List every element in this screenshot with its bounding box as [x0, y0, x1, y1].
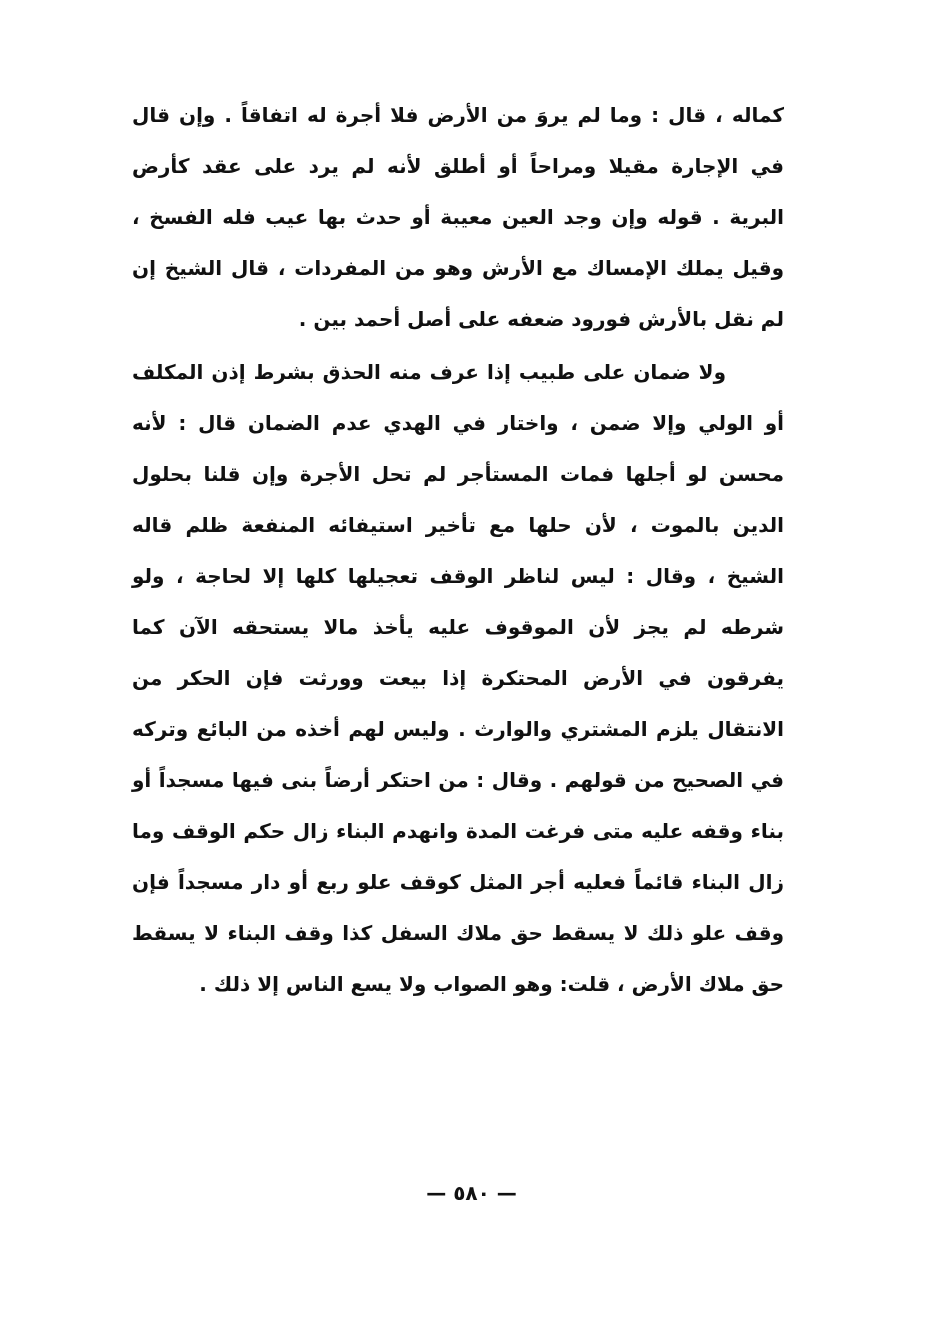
- page-number: — ٥٨٠ —: [426, 1181, 517, 1205]
- paragraph-2-container: [132, 347, 784, 1010]
- paragraph-1: كماله ، قال : وما لم يروَ من الأرض فلا أجرة له اتفاقاً . وإن قال في الإجارة مقيلا ومراحاً أو أطلق لأنه لم يرد على عقد كأرض البرية . قوله وإن وجد العين معيبة أو حدث بها عيب فله الفسخ ، وقيل يملك الإمساك مع الأرش وهو من المفردات ، قال الشيخ إن لم نقل بالأرش فورود ضعفه على أصل أحمد بين .: [132, 103, 784, 331]
- paragraph-2: ولا ضمان على طبيب إذا عرف منه الحذق بشرط إذن المكلف أو الولي وإلا ضمن ، واختار في الهدي عدم الضمان قال : لأنه محسن لو أجلها فمات المستأجر لم تحل الأجرة وإن قلنا بحلول الدين بالموت ، لأن حلها مع تأخير استيفائه المنفعة ظلم قاله الشيخ ، وقال : ليس لناظر الوقف تعجيلها كلها إلا لحاجة ، ولو شرطه لم يجز لأن الموقوف عليه يأخذ مالا يستحقه الآن كما يفرقون في الأرض المحتكرة إذا بيعت وورثت فإن الحكر من الانتقال يلزم المشتري والوارث . وليس لهم أخذه من البائع وتركه في الصحيح من قولهم . وقال : من احتكر أرضاً بنى فيها مسجداً أو بناء وقفه عليه متى فرغت المدة وانهدم البناء زال حكم الوقف وما زال البناء قائماً فعليه أجر المثل كوقف علو ربع أو دار مسجداً فإن وقف علو ذلك لا يسقط حق ملاك السفل كذا وقف البناء لا يسقط حق ملاك الأرض ، قلت: وهو الصواب ولا يسع الناس إلا ذلك .: [132, 360, 784, 996]
